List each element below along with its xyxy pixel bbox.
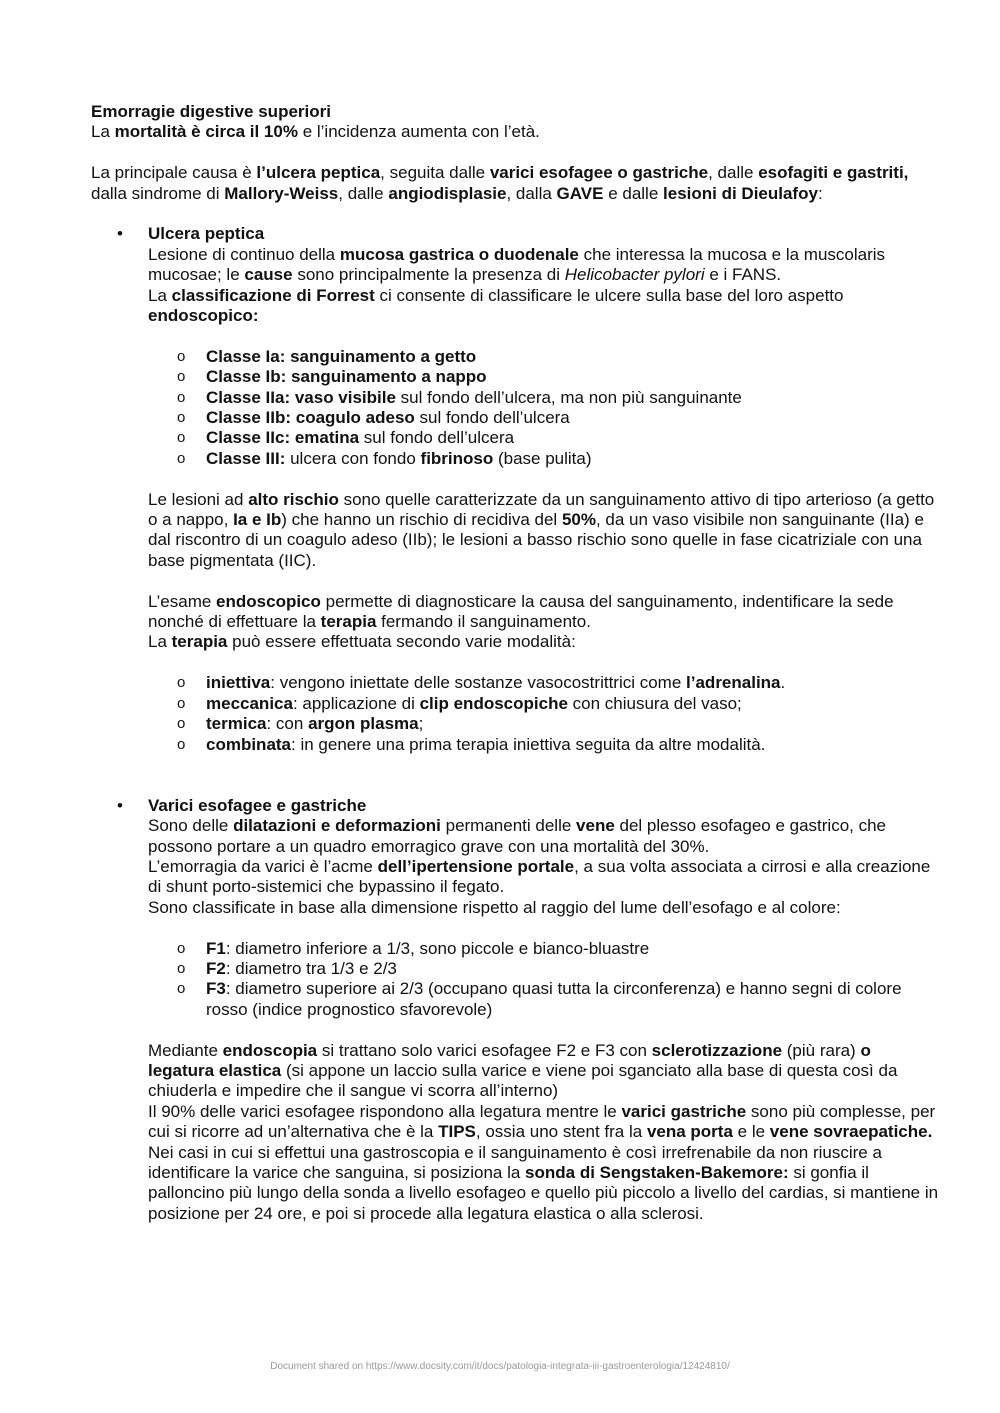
text-run: Nei casi in cui si effettui una gastroscopia e il sanguinamento è così irrefrenabile da non riuscire a identificare la varice che sanguina, si posiziona la: [148, 1142, 882, 1182]
text-run: : vengono iniettate delle sostanze vasocostrittrici come: [270, 673, 687, 693]
list-item: [148, 959, 941, 979]
bold-text: Classe III:: [206, 448, 286, 468]
text-run: La: [148, 632, 172, 652]
spacer: [148, 755, 941, 775]
circle-bullet-icon: o: [177, 980, 186, 998]
text-run: : con: [266, 714, 309, 734]
bold-text: endoscopico: [216, 591, 321, 611]
bold-text: F3: [206, 979, 226, 999]
text-run: e le: [732, 1122, 770, 1142]
text-run: : in genere una prima terapia iniettiva seguita da altre modalità.: [291, 734, 766, 754]
text-run: Lesione di continuo della: [148, 244, 340, 264]
text-run: sono quelle caratterizzate da un sanguinamento attivo di tipo arterioso (a getto o a nappo,: [148, 489, 935, 530]
bold-text: clip endoscopiche: [419, 693, 568, 713]
text-run: , dalle: [708, 163, 759, 183]
bold-text: GAVE: [556, 183, 604, 203]
bold-text: mucosa gastrica o duodenale: [339, 244, 579, 264]
bold-text: vene sovraepatiche.: [769, 1122, 933, 1142]
text-run: Le lesioni ad: [148, 489, 249, 509]
text-run: sul fondo dell’ulcera, ma non più sanguinante: [395, 387, 742, 407]
body-paragraph: [148, 245, 941, 286]
text-run: si trattano solo varici esofagee F2 e F3 con: [317, 1040, 652, 1060]
text-run: : diametro superiore ai 2/3 (occupano quasi tutta la circonferenza) e hanno segni di colore rosso (indice prognostico sfavorevole): [206, 979, 902, 1019]
text-run: del plesso esofageo e gastrico, che possono portare a un quadro emorragico grave con una mortalità del 30%.: [148, 816, 887, 856]
text-run: e dalle: [603, 183, 664, 203]
spacer: [148, 469, 941, 489]
bold-text: F1: [206, 938, 226, 958]
circle-bullet-icon: o: [177, 429, 186, 447]
text-run: , dalla: [506, 183, 557, 203]
bullet-marker: •: [117, 795, 123, 815]
body-paragraph: [148, 592, 941, 633]
bold-text: alto rischio: [248, 489, 339, 509]
circle-bullet-icon: o: [177, 347, 186, 365]
text-run: L’esame: [148, 591, 217, 611]
section-heading-text: Ulcera peptica: [148, 224, 265, 244]
text-run: (più rara): [782, 1040, 861, 1060]
body-paragraph: [148, 816, 941, 857]
text-run: e i FANS.: [704, 265, 782, 285]
text-run: sono più complesse, per cui si ricorre ad un’alternativa che è la: [148, 1101, 936, 1142]
bold-text: varici esofagee o gastriche: [489, 163, 709, 183]
bold-text: Ia e Ib: [233, 510, 282, 530]
list-item: [148, 347, 941, 367]
bold-text: dell’ipertensione portale: [377, 856, 575, 876]
text-run: , seguita dalle: [380, 163, 490, 183]
text-run: ulcera con fondo: [285, 448, 421, 468]
text-run: .: [780, 673, 786, 693]
section-heading-text: Varici esofagee e gastriche: [148, 795, 367, 815]
bold-text: lesioni di Dieulafoy: [663, 183, 818, 203]
bold-text: vena porta: [646, 1122, 733, 1142]
bold-text: terapia: [320, 612, 377, 632]
bullet-section: [91, 796, 941, 1225]
circle-bullet-icon: o: [177, 674, 186, 692]
circle-bullet-icon: o: [177, 715, 186, 733]
spacer: [148, 653, 941, 673]
list-item: [148, 449, 941, 469]
text-run: : applicazione di: [292, 693, 420, 713]
text-run: :: [817, 183, 823, 203]
italic-text: Helicobacter pylori: [564, 265, 705, 285]
body-paragraph: [148, 898, 941, 918]
text-run: si gonfia il palloncino più lungo della sonda a livello esofageo e quello più piccolo a livello del cardias, si mantiene in posizione per 24 ore, e poi si procede alla legatura elastica o alla sclerosi.: [148, 1162, 939, 1223]
text-run: ;: [418, 714, 424, 734]
body-paragraph: [148, 857, 941, 898]
text-run: La: [91, 122, 115, 142]
circle-bullet-icon: o: [177, 735, 186, 753]
spacer: [148, 918, 941, 938]
list-item: [148, 388, 941, 408]
list-item: [148, 714, 941, 734]
text-run: Mediante: [148, 1040, 223, 1060]
bold-text: endoscopia: [222, 1040, 318, 1060]
bold-text: esofagiti e gastriti,: [758, 163, 909, 183]
circle-bullet-icon: o: [177, 449, 186, 467]
list-item: [148, 408, 941, 428]
bold-text: Classe Ia: sanguinamento a getto: [206, 346, 477, 366]
body-paragraph: [148, 286, 941, 327]
spacer: [148, 571, 941, 591]
bold-text: vene: [576, 816, 615, 836]
sub-list: [148, 347, 941, 469]
spacer: [148, 1020, 941, 1040]
text-run: : diametro tra 1/3 e 2/3: [225, 958, 397, 978]
document-title: Emorragie digestive superiori: [91, 102, 331, 121]
bold-text: F2: [206, 958, 226, 978]
bullet-marker: •: [117, 224, 123, 244]
document-page: [91, 102, 941, 1224]
circle-bullet-icon: o: [177, 368, 186, 386]
text-run: fermando il sanguinamento.: [376, 612, 591, 632]
list-item: [148, 735, 941, 755]
bold-text: Classe IIa: vaso visibile: [206, 387, 396, 407]
circle-bullet-icon: o: [177, 939, 186, 957]
bold-text: termica: [206, 714, 267, 734]
text-run: che interessa la mucosa e la muscolaris mucosae; le: [148, 244, 886, 285]
text-run: ci consente di classificare le ulcere sulla base del loro aspetto: [374, 285, 844, 305]
list-item: [148, 367, 941, 387]
text-run: , ossia uno stent fra la: [475, 1122, 647, 1142]
text-run: Il 90% delle varici esofagee rispondono alla legatura mentre le: [148, 1101, 622, 1121]
body-paragraph: [148, 1041, 941, 1102]
bold-text: o legatura elastica: [148, 1040, 871, 1080]
section-heading: [148, 224, 941, 244]
spacer: [148, 326, 941, 346]
bold-text: terapia: [171, 632, 228, 652]
text-run: sul fondo dell’ulcera: [359, 428, 515, 448]
body-paragraph: [148, 1143, 941, 1225]
body-paragraph: [148, 632, 941, 652]
bold-text: l’ulcera peptica: [256, 163, 381, 183]
sub-list: [148, 673, 941, 755]
text-run: ) che hanno un rischio di recidiva del: [281, 510, 562, 530]
bullet-section: [91, 224, 941, 795]
bold-text: angiodisplasie: [388, 183, 507, 203]
bold-text: fibrinoso: [420, 448, 494, 468]
bold-text: combinata: [206, 734, 292, 754]
list-item: [148, 694, 941, 714]
text-run: permette di diagnosticare la causa del sanguinamento, indentificare la sede nonché di effettuare la: [148, 591, 894, 632]
text-run: sono principalmente la presenza di: [292, 265, 565, 285]
text-run: e l’incidenza aumenta con l’età.: [297, 122, 540, 142]
bold-text: Classe Ib: sanguinamento a nappo: [206, 367, 487, 387]
list-item: [148, 673, 941, 693]
text-run: (si appone un laccio sulla varice e viene poi sganciato alla base di questa così da chiuderla e impedire che il sangue vi scorra all’interno): [148, 1060, 898, 1101]
text-run: Sono delle: [148, 816, 234, 836]
bold-text: sonda di Sengstaken-Bakemore:: [525, 1162, 789, 1182]
bold-text: dilatazioni e deformazioni: [233, 816, 441, 836]
circle-bullet-icon: o: [177, 409, 186, 427]
text-run: può essere effettuata secondo varie modalità:: [227, 632, 576, 652]
text-run: sul fondo dell’ulcera: [414, 408, 570, 428]
circle-bullet-icon: o: [177, 388, 186, 406]
spacer: [148, 775, 941, 795]
bold-text: 50%: [561, 510, 596, 530]
bold-text: TIPS: [438, 1122, 476, 1142]
text-run: dalla sindrome di: [91, 183, 225, 203]
text-run: (base pulita): [493, 448, 592, 468]
bold-text: cause: [244, 265, 293, 285]
text-run: , a sua volta associata a cirrosi e alla creazione di shunt porto-sistemici che bypassino il fegato.: [148, 856, 931, 897]
bold-text: sclerotizzazione: [651, 1040, 783, 1060]
bold-text: Classe IIc: ematina: [206, 428, 360, 448]
text-run: La principale causa è: [91, 163, 257, 183]
bold-text: Classe IIb: coagulo adeso: [206, 408, 415, 428]
text-run: Sono classificate in base alla dimensione rispetto al raggio del lume dell’esofago e al colore:: [148, 897, 841, 917]
bold-text: classificazione di Forrest: [171, 285, 375, 305]
bold-text: argon plasma: [308, 714, 419, 734]
bold-text: varici gastriche: [621, 1101, 747, 1121]
list-item: [148, 939, 941, 959]
spacer: [91, 143, 941, 163]
causes-paragraph: [91, 163, 941, 204]
bold-text: iniettiva: [206, 673, 271, 693]
bold-text: l’adrenalina: [686, 673, 781, 693]
text-run: , dalle: [338, 183, 389, 203]
list-item: [148, 979, 941, 1020]
bold-text: mortalità è circa il 10%: [114, 122, 298, 142]
footer-source-note: Document shared on https://www.docsity.com/it/docs/patologia-integrata-iii-gastroenterologia/12424810/: [270, 1361, 730, 1372]
text-run: con chiusura del vaso;: [567, 693, 742, 713]
bold-text: meccanica: [206, 693, 293, 713]
body-paragraph: [148, 490, 941, 572]
circle-bullet-icon: o: [177, 694, 186, 712]
sub-list: [148, 939, 941, 1021]
list-item: [148, 428, 941, 448]
circle-bullet-icon: o: [177, 959, 186, 977]
text-run: La: [148, 285, 172, 305]
spacer: [91, 204, 941, 224]
text-run: L’emorragia da varici è l’acme: [148, 856, 378, 876]
bold-text: Mallory-Weiss: [224, 183, 339, 203]
section-heading: [148, 796, 941, 816]
text-run: , da un vaso visibile non sanguinante (IIa) e dal riscontro di un coagulo adeso (IIb); le lesioni a basso rischio sono quelle in fase cicatriziale con una base pigmentata (IIC).: [148, 510, 924, 570]
intro-paragraph: [91, 122, 941, 142]
sections-container: [91, 224, 941, 1224]
text-run: : diametro inferiore a 1/3, sono piccole e bianco-bluastre: [225, 938, 650, 958]
bold-text: endoscopico:: [148, 306, 259, 326]
text-run: permanenti delle: [440, 816, 577, 836]
body-paragraph: [148, 1102, 941, 1143]
